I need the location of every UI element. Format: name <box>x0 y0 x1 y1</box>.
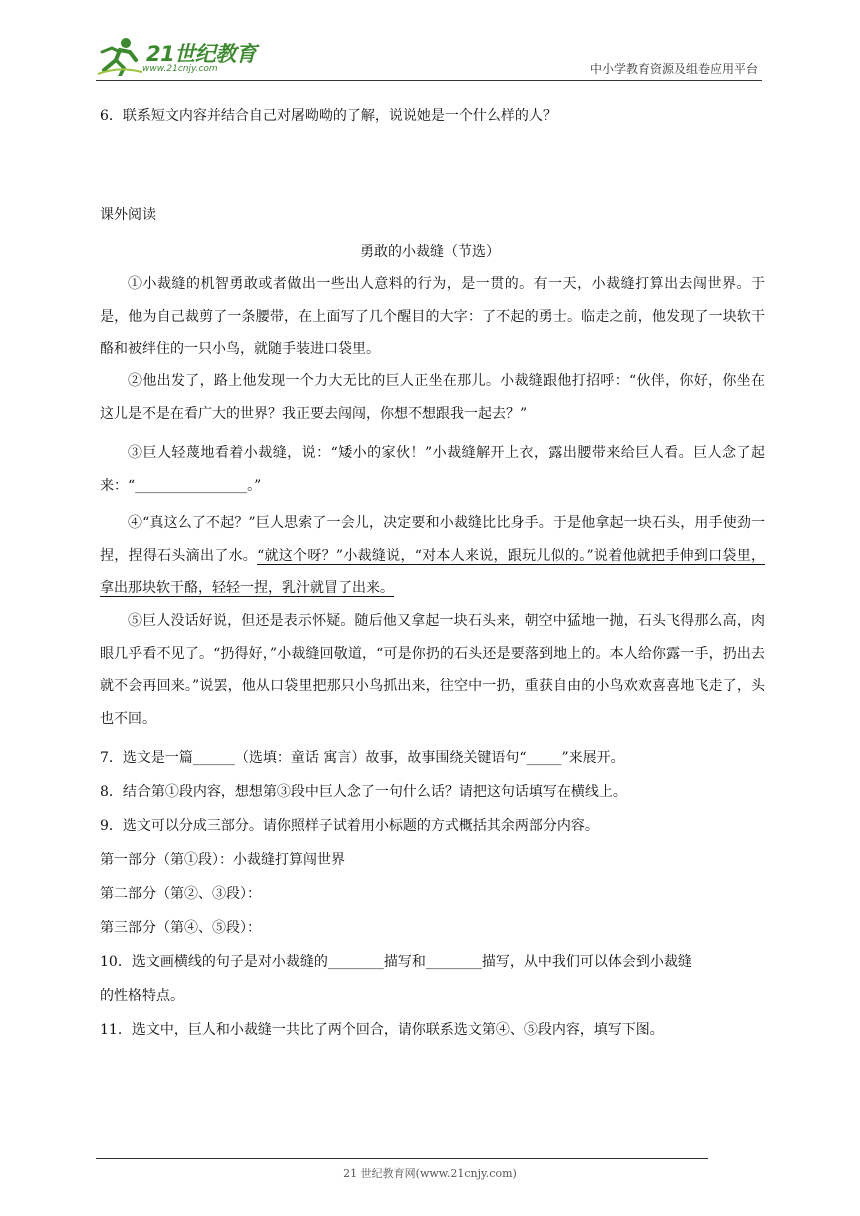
logo-url: www.21cnjy.com <box>142 64 218 74</box>
question-10: 10．选文画横线的句子是对小裁缝的________描写和________描写，从中我们可以体会到小裁缝 <box>100 954 692 970</box>
question-9: 9．选文可以分成三部分。请你照样子试着用小标题的方式概括其余两部分内容。 <box>100 818 599 834</box>
paragraph-2: ②他出发了，路上他发现一个力大无比的巨人正坐在那儿。小裁缝跟他打招呼：“伙伴，你好，你坐在这儿是不是在看广大的世界？我正要去闯闯，你想不想跟我一起去？” <box>100 373 765 422</box>
underlined-sentence: “就这个呀？”小裁缝说，“对本人来说，跟玩儿似的。”说着他就把手伸到口袋里，拿出那块软干酪，轻轻一捏，乳汁就冒了出来。 <box>100 547 765 596</box>
logo <box>96 36 266 78</box>
paragraph-5: ⑤巨人没话好说，但还是表示怀疑。随后他又拿起一块石头来，朝空中猛地一抛，石头飞得那么高，肉眼几乎看不见了。“扔得好，”小裁缝回敬道，“可是你扔的石头还是要落到地上的。本人给你露一手，扔出去就不会再回来。”说罢，他从口袋里把那只小鸟抓出来，往空中一扔，重获自由的小鸟欢欢喜喜地飞走了，头也不回。 <box>100 613 765 727</box>
question-6: 6．联系短文内容并结合自己对屠呦呦的了解，说说她是一个什么样的人？ <box>100 108 557 124</box>
section-title: 课外阅读 <box>100 207 156 223</box>
part-3: 第三部分（第④、⑤段）： <box>100 920 261 936</box>
paragraph-3: ③巨人轻蔑地看着小裁缝，说：“矮小的家伙！”小裁缝解开上衣，露出腰带来给巨人看。巨人念了起来：“________________。” <box>100 445 765 494</box>
logo-text: 21世纪教育 <box>146 42 257 66</box>
runner-logo-icon <box>96 36 144 76</box>
question-8: 8．结合第①段内容，想想第③段中巨人念了一句什么话？请把这句话填写在横线上。 <box>100 784 627 800</box>
story-title: 勇敢的小裁缝（节选） <box>360 244 500 260</box>
question-10-cont: 的性格特点。 <box>100 988 184 1004</box>
page-header <box>96 30 762 81</box>
paragraph-1: ①小裁缝的机智勇敢或者做出一些出人意料的行为，是一贯的。有一天，小裁缝打算出去闯世界。于是，他为自己裁剪了一条腰带，在上面写了几个醒目的大字：了不起的勇士。临走之前，他发现了一块软干酪和被绊住的一只小鸟，就随手装进口袋里。 <box>100 276 765 357</box>
question-11: 11．选文中，巨人和小裁缝一共比了两个回合，请你联系选文第④、⑤段内容，填写下图。 <box>100 1022 664 1038</box>
part-1: 第一部分（第①段）：小裁缝打算闯世界 <box>100 852 345 868</box>
question-7: 7．选文是一篇______（选填：童话 寓言）故事，故事围绕关键语句“_____”来展开。 <box>100 750 625 766</box>
part-2: 第二部分（第②、③段）： <box>100 886 261 902</box>
paragraph-4 <box>100 507 765 605</box>
footer-divider <box>96 1158 708 1159</box>
platform-name: 中小学教育资源及组卷应用平台 <box>589 62 758 76</box>
footer-text: 21 世纪教育网(www.21cnjy.com) <box>343 1167 517 1180</box>
paragraph-4-text: ④“真这么了不起？”巨人思索了一会儿，决定要和小裁缝比比身手。于是他拿起一块石头，用手使劲一捏，捏得石头滴出了水。 <box>100 515 765 564</box>
